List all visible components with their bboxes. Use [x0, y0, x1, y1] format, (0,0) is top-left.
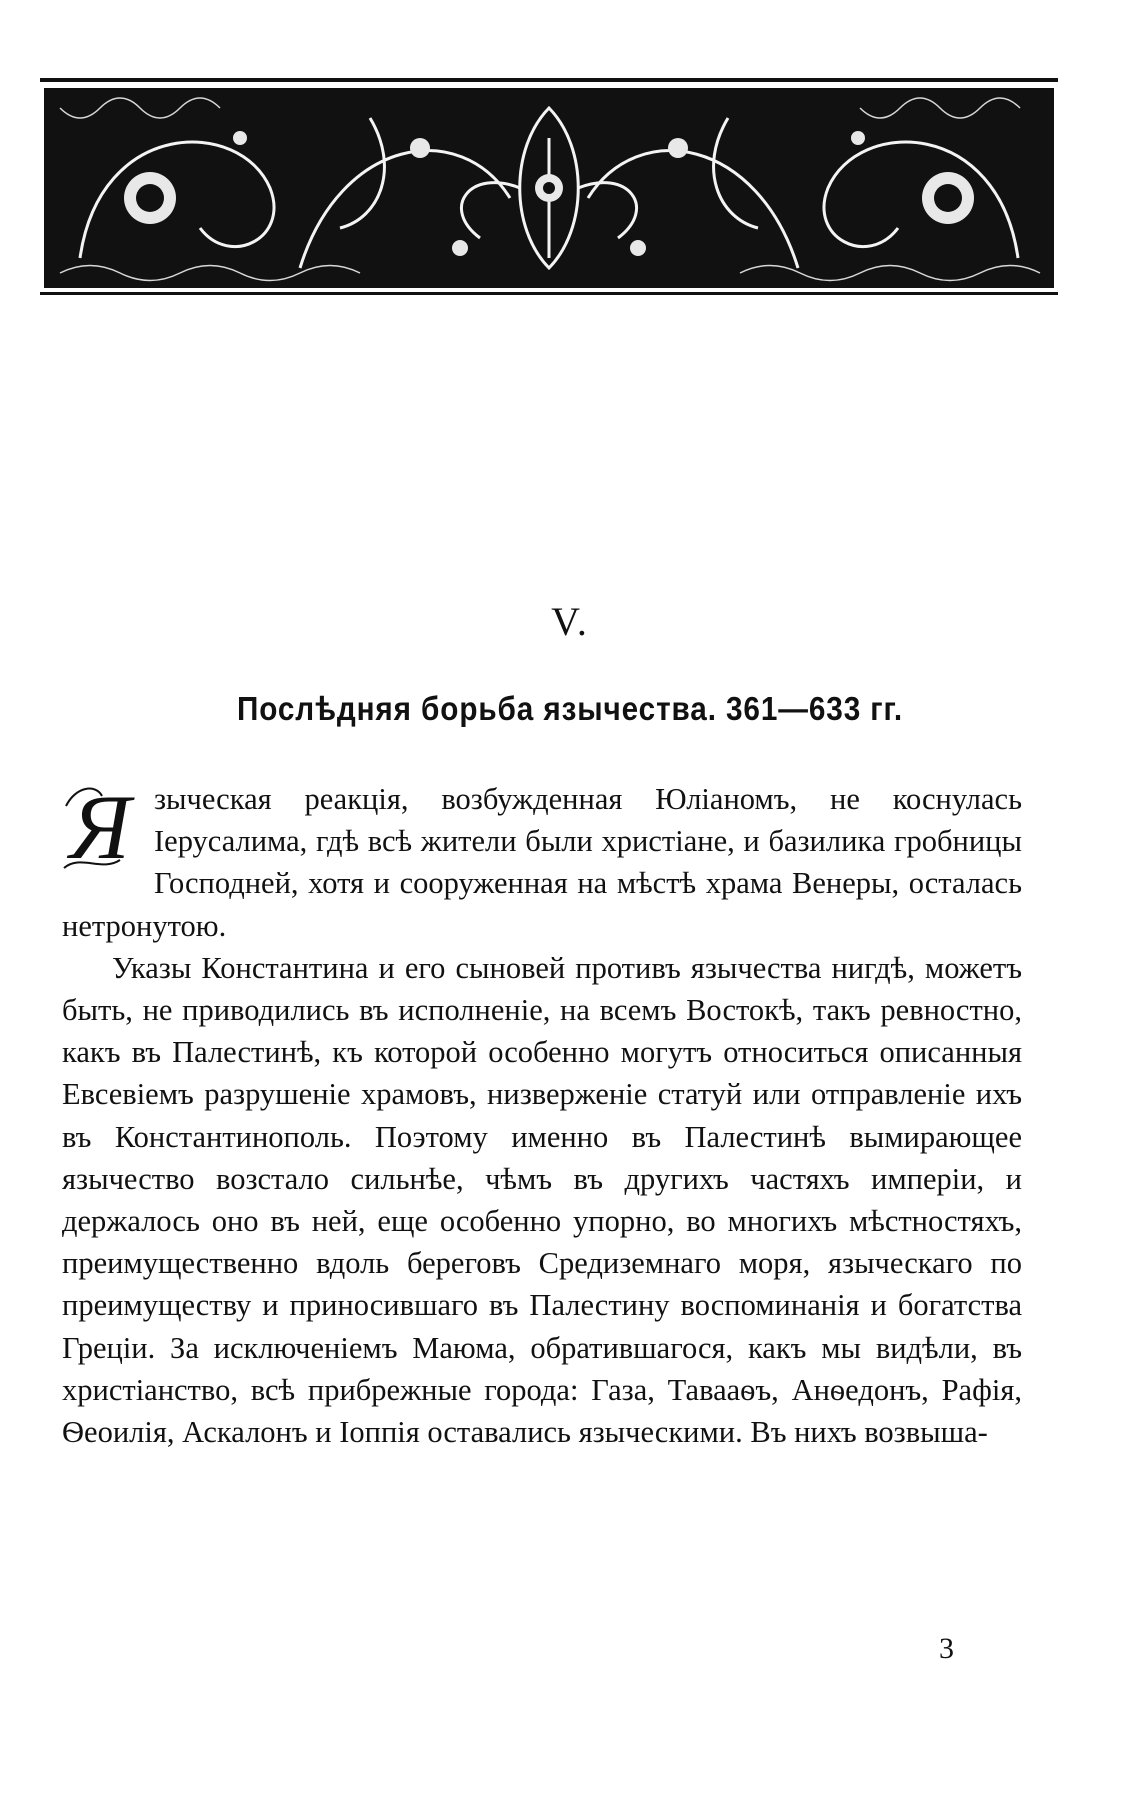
page-number: 3	[939, 1632, 954, 1665]
paragraph-1	[62, 778, 1022, 947]
decorated-initial-ya-icon	[62, 776, 148, 876]
dropcap-letter: Я	[70, 776, 131, 876]
chapter-number: V.	[551, 599, 589, 644]
chapter-body	[62, 778, 1022, 1453]
paragraph-2: Указы Константина и его сыновей противъ язычества нигдѣ, можетъ быть, не приводились въ исполненіе, на всемъ Востокѣ, такъ ревностно, какъ въ Палестинѣ, къ которой особенно могутъ относиться описанныя Евсевіемъ разрушеніе храмовъ, низверженіе статуй или отправленіе ихъ въ Константинополь. Поэтому именно въ Палестинѣ вымирающее язычество возстало сильнѣе, чѣмъ въ другихъ частяхъ имперіи, и держалось оно въ ней, еще особенно упорно, во многихъ мѣстностяхъ, преимущественно вдоль береговъ Средиземнаго моря, языческаго по преимуществу и приносившаго въ Палестину воспоминанія и богатства Греціи. За исключеніемъ Маюма, обратившагося, какъ мы видѣли, въ христіанство, всѣ прибрежные города: Газа, Тавааѳъ, Анѳедонъ, Рафія, Ѳеоилія, Аскалонъ и Іоппія оставались языческими. Въ нихъ возвыша-	[62, 950, 1022, 1450]
chapter-title: Послѣдняя борьба язычества. 361—633 гг.	[236, 690, 903, 727]
floral-headpiece-ornament	[40, 78, 1058, 318]
paragraph-1-text: зыческая реакція, возбужденная Юліаномъ, не коснулась Іерусалима, гдѣ всѣ жители были христіане, и базилика гробницы Господней, хотя и сооруженная на мѣстѣ храма Венеры, осталась нетронутою.	[62, 782, 1022, 943]
